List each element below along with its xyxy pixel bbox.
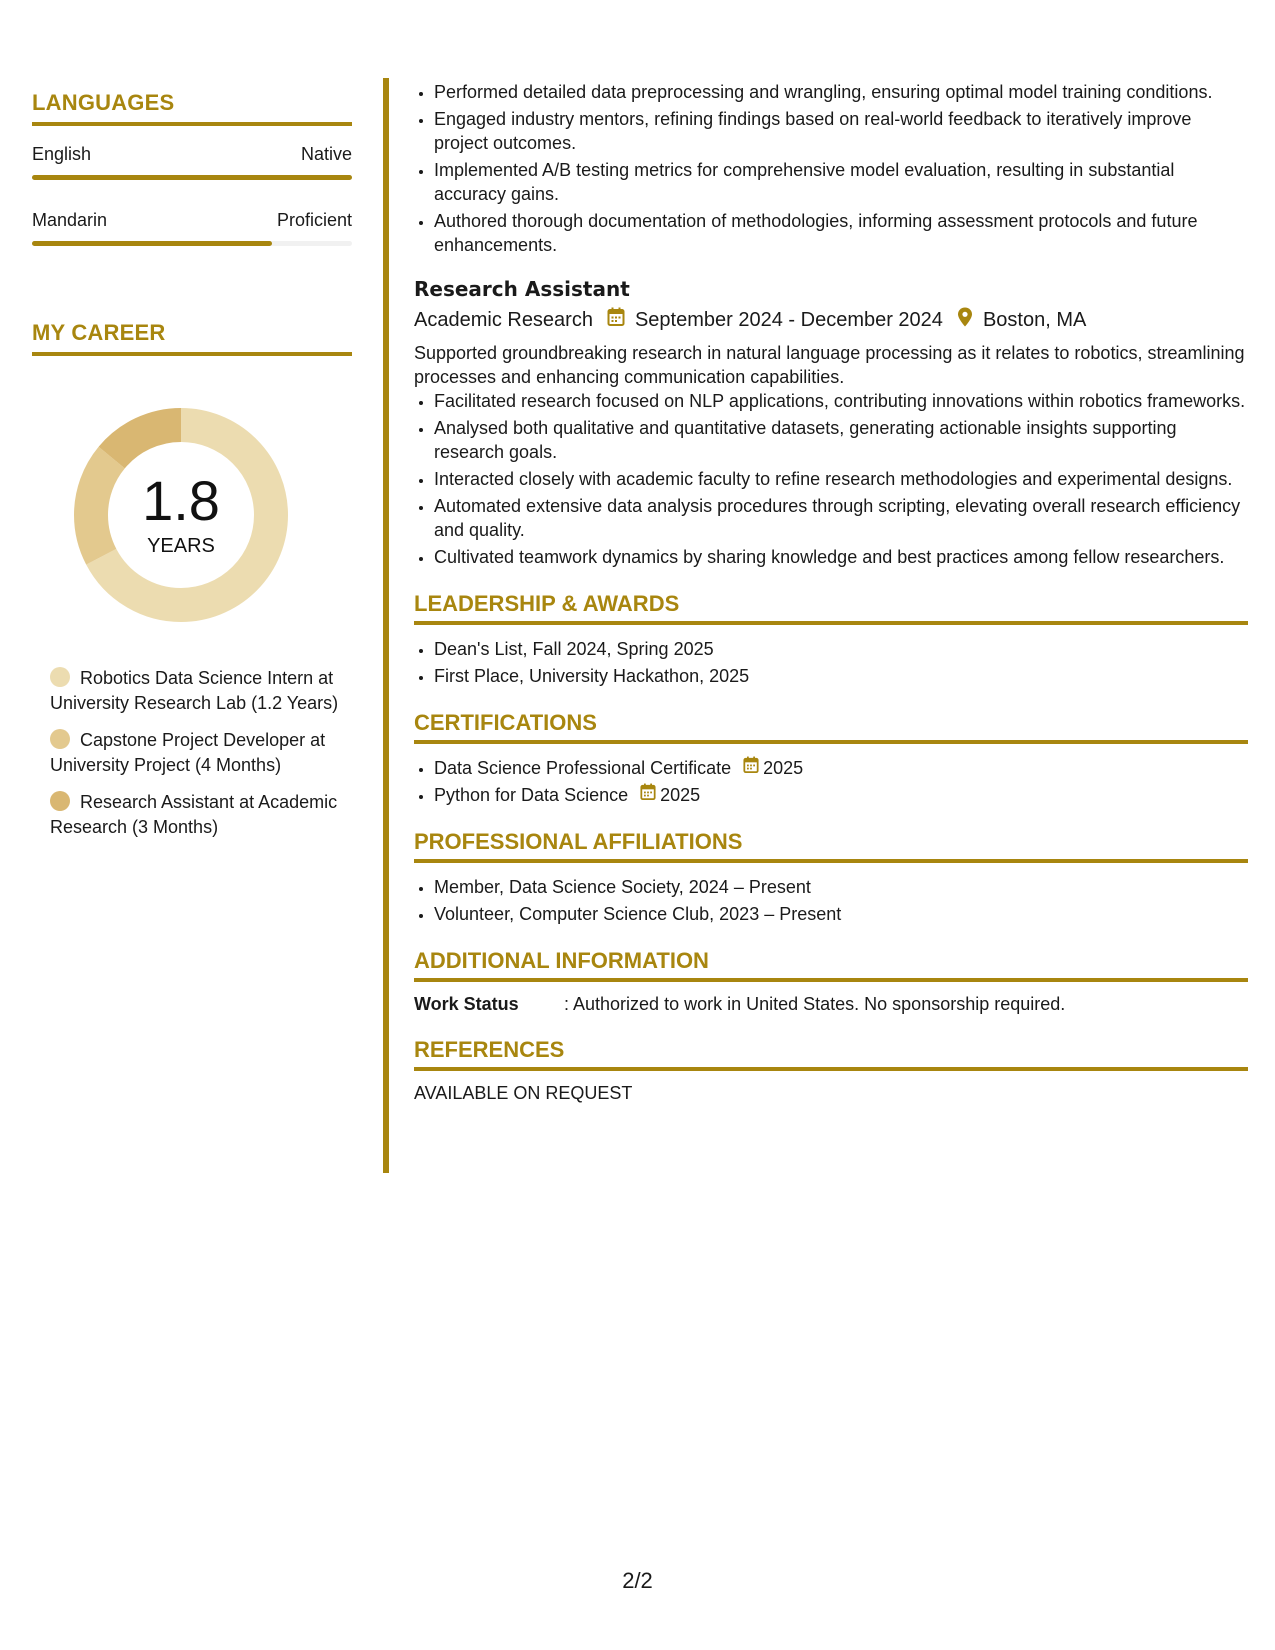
job-meta	[414, 307, 1248, 333]
job-location: Boston, MA	[982, 308, 1087, 331]
career-donut-chart	[66, 400, 296, 630]
job-bullets	[414, 389, 1248, 569]
bullet-item: • Performed detailed data preprocessing and wrangling, ensuring optimal model training conditions.	[434, 80, 1248, 104]
language-proficiency-fill	[32, 175, 352, 180]
legend-dot-icon	[50, 667, 70, 687]
work-status-row	[414, 994, 1248, 1015]
location-pin-icon	[957, 307, 973, 333]
bullet-item: • Facilitated research focused on NLP applications, contributing innovations within robotics frameworks.	[434, 389, 1248, 413]
certification-name: Data Science Professional Certificate	[434, 758, 732, 778]
page-number: 2/2	[622, 1568, 653, 1593]
left-column	[32, 90, 352, 852]
certification-year: 2025	[660, 785, 701, 805]
career-legend	[50, 666, 340, 840]
certification-item	[434, 756, 1248, 780]
awards-list	[414, 637, 1248, 688]
references-title: REFERENCES	[414, 1037, 1248, 1071]
language-item	[32, 144, 352, 180]
language-level: Native	[300, 144, 352, 164]
calendar-icon	[743, 756, 759, 780]
language-level: Proficient	[276, 210, 352, 230]
language-name: English	[32, 144, 92, 164]
certification-item	[434, 783, 1248, 807]
affiliation-item: • Volunteer, Computer Science Club, 2023 – Present	[434, 902, 1248, 926]
job-company: Academic Research	[414, 308, 593, 331]
language-proficiency-fill	[32, 241, 272, 246]
career-title: MY CAREER	[32, 320, 352, 356]
language-proficiency-bar	[32, 241, 352, 246]
bullet-item: • Cultivated teamwork dynamics by sharing knowledge and best practices among fellow researchers.	[434, 545, 1248, 569]
bullet-item: • Analysed both qualitative and quantitative datasets, generating actionable insights supporting research goals.	[434, 416, 1248, 464]
bullet-item: • Engaged industry mentors, refining findings based on real-world feedback to iteratively improve project outcomes.	[434, 107, 1248, 155]
career-total-unit: YEARS	[147, 534, 215, 557]
language-name: Mandarin	[32, 210, 108, 230]
legend-label: Capstone Project Developer at University Project (4 Months)	[50, 730, 326, 775]
legend-label: Research Assistant at Academic Research (3 Months)	[50, 792, 338, 837]
job-summary: Supported groundbreaking research in natural language processing as it relates to robotics, streamlining processes and enhancing communication capabilities.	[414, 343, 1245, 387]
legend-label: Robotics Data Science Intern at University Research Lab (1.2 Years)	[50, 668, 339, 713]
career-total-value: 1.8	[142, 468, 220, 532]
certification-name: Python for Data Science	[434, 785, 629, 805]
bullet-item: • Automated extensive data analysis procedures through scripting, elevating overall research efficiency and quality.	[434, 494, 1248, 542]
additional-info-title: ADDITIONAL INFORMATION	[414, 948, 1248, 982]
certifications-title: CERTIFICATIONS	[414, 710, 1248, 744]
legend-dot-icon	[50, 729, 70, 749]
language-item	[32, 210, 352, 246]
column-divider	[383, 78, 389, 1173]
affiliation-item: • Member, Data Science Society, 2024 – Present	[434, 875, 1248, 899]
work-status-label: Work Status	[414, 994, 519, 1014]
award-item: • First Place, University Hackathon, 2025	[434, 664, 1248, 688]
career-legend-item	[50, 666, 340, 716]
bullet-item: • Authored thorough documentation of methodologies, informing assessment protocols and future enhancements.	[434, 209, 1248, 257]
legend-dot-icon	[50, 791, 70, 811]
work-status-value: : Authorized to work in United States. No sponsorship required.	[564, 994, 1066, 1014]
references-text: AVAILABLE ON REQUEST	[414, 1083, 633, 1103]
bullet-item: • Implemented A/B testing metrics for comprehensive model evaluation, resulting in substantial accuracy gains.	[434, 158, 1248, 206]
calendar-icon	[640, 783, 656, 807]
job-title: Research Assistant	[414, 277, 630, 301]
bullet-item: • Interacted closely with academic faculty to refine research methodologies and experimental designs.	[434, 467, 1248, 491]
languages-title: LANGUAGES	[32, 90, 352, 126]
career-legend-item	[50, 728, 340, 778]
previous-job-bullets	[414, 80, 1248, 257]
affiliations-title: PROFESSIONAL AFFILIATIONS	[414, 829, 1248, 863]
awards-title: LEADERSHIP & AWARDS	[414, 591, 1248, 625]
career-legend-item	[50, 790, 340, 840]
certification-year: 2025	[763, 758, 804, 778]
language-proficiency-bar	[32, 175, 352, 180]
award-item: • Dean's List, Fall 2024, Spring 2025	[434, 637, 1248, 661]
job-dates: September 2024 - December 2024	[634, 308, 943, 331]
calendar-icon	[607, 307, 625, 333]
affiliations-list	[414, 875, 1248, 926]
right-column	[414, 80, 1248, 1104]
certifications-list	[414, 756, 1248, 807]
